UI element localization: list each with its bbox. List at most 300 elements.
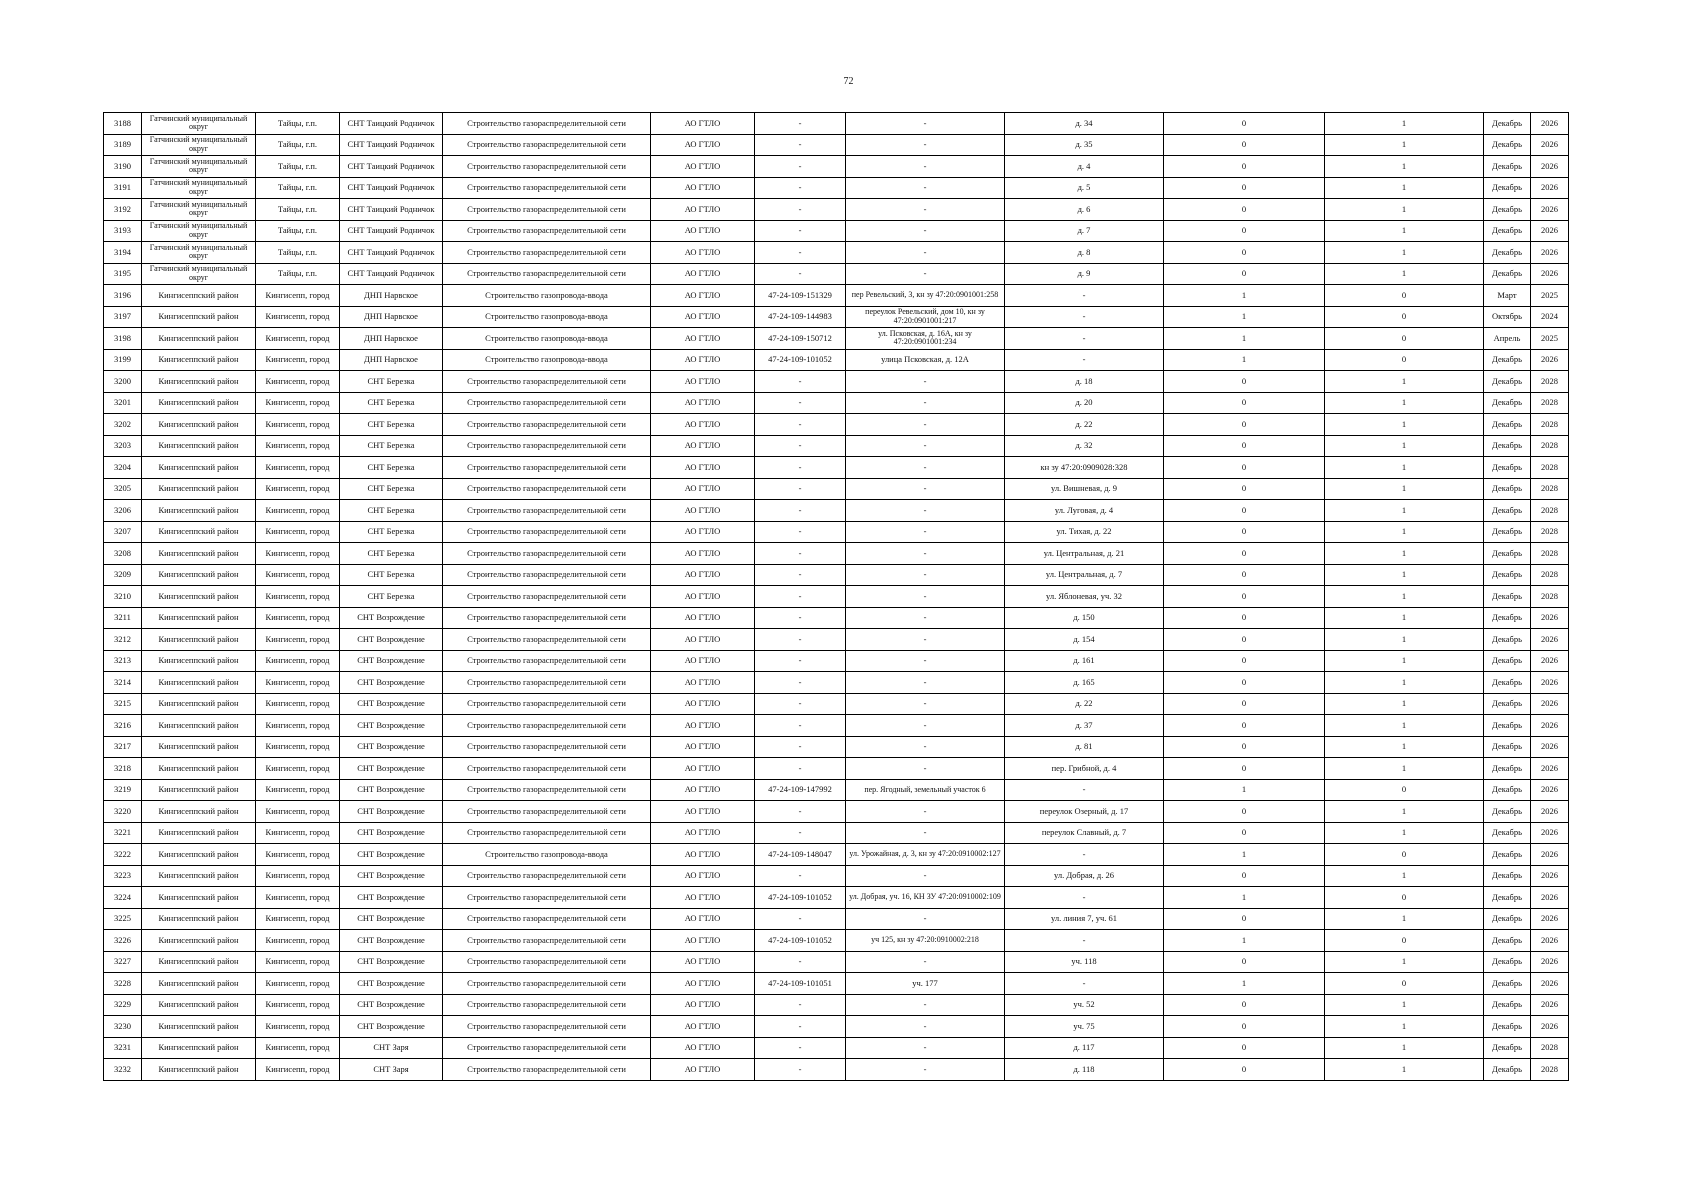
cell-snt-name: СНТ Возрождение xyxy=(340,930,443,952)
cell-work-type: Строительство газораспределительной сети xyxy=(443,371,651,393)
cell-count-inputs: 1 xyxy=(1164,349,1325,371)
table-row xyxy=(104,414,1569,436)
cell-settlement: Кингисепп, город xyxy=(256,930,340,952)
cell-application-number: 47-24-109-148047 xyxy=(755,844,846,866)
cell-row-number: 3224 xyxy=(104,887,142,909)
cell-count-inputs: 1 xyxy=(1164,887,1325,909)
cell-organization: АО ГТЛО xyxy=(651,543,755,565)
cell-month: Декабрь xyxy=(1484,1059,1531,1081)
cell-application-address: - xyxy=(846,758,1005,780)
cell-settlement: Кингисепп, город xyxy=(256,693,340,715)
cell-count-network: 1 xyxy=(1325,371,1484,393)
table-row xyxy=(104,177,1569,199)
table-row xyxy=(104,930,1569,952)
cell-count-inputs: 0 xyxy=(1164,736,1325,758)
cell-organization: АО ГТЛО xyxy=(651,328,755,350)
cell-district: Кингисеппский район xyxy=(142,715,256,737)
cell-row-number: 3211 xyxy=(104,607,142,629)
table-row xyxy=(104,156,1569,178)
cell-application-address: - xyxy=(846,156,1005,178)
cell-row-number: 3212 xyxy=(104,629,142,651)
cell-count-inputs: 0 xyxy=(1164,543,1325,565)
cell-application-number: - xyxy=(755,693,846,715)
cell-row-number: 3205 xyxy=(104,478,142,500)
cell-application-address: - xyxy=(846,242,1005,264)
cell-year: 2028 xyxy=(1531,521,1569,543)
cell-house-address: д. 20 xyxy=(1005,392,1164,414)
cell-settlement: Кингисепп, город xyxy=(256,543,340,565)
cell-application-number: - xyxy=(755,220,846,242)
cell-settlement: Кингисепп, город xyxy=(256,457,340,479)
cell-year: 2026 xyxy=(1531,758,1569,780)
cell-application-number: - xyxy=(755,758,846,780)
cell-row-number: 3191 xyxy=(104,177,142,199)
cell-organization: АО ГТЛО xyxy=(651,865,755,887)
cell-year: 2028 xyxy=(1531,414,1569,436)
cell-year: 2025 xyxy=(1531,328,1569,350)
cell-work-type: Строительство газораспределительной сети xyxy=(443,779,651,801)
cell-work-type: Строительство газораспределительной сети xyxy=(443,1037,651,1059)
cell-application-address: - xyxy=(846,1016,1005,1038)
cell-house-address: уч. 52 xyxy=(1005,994,1164,1016)
cell-district: Гатчинский муниципальный округ xyxy=(142,177,256,199)
cell-month: Декабрь xyxy=(1484,457,1531,479)
page-number: 72 xyxy=(843,76,854,87)
cell-house-address: - xyxy=(1005,349,1164,371)
cell-month: Декабрь xyxy=(1484,887,1531,909)
cell-year: 2028 xyxy=(1531,392,1569,414)
cell-row-number: 3189 xyxy=(104,134,142,156)
cell-settlement: Тайцы, г.п. xyxy=(256,113,340,135)
cell-row-number: 3227 xyxy=(104,951,142,973)
cell-row-number: 3204 xyxy=(104,457,142,479)
cell-snt-name: СНТ Таицкий Родничок xyxy=(340,242,443,264)
cell-snt-name: СНТ Таицкий Родничок xyxy=(340,134,443,156)
cell-count-inputs: 0 xyxy=(1164,1016,1325,1038)
cell-district: Кингисеппский район xyxy=(142,564,256,586)
table-row xyxy=(104,392,1569,414)
cell-count-network: 1 xyxy=(1325,199,1484,221)
cell-house-address: д. 7 xyxy=(1005,220,1164,242)
cell-house-address: д. 165 xyxy=(1005,672,1164,694)
cell-organization: АО ГТЛО xyxy=(651,736,755,758)
cell-house-address: ул. Центральная, д. 21 xyxy=(1005,543,1164,565)
cell-work-type: Строительство газораспределительной сети xyxy=(443,951,651,973)
cell-count-network: 1 xyxy=(1325,865,1484,887)
table-row xyxy=(104,457,1569,479)
cell-work-type: Строительство газопровода-ввода xyxy=(443,328,651,350)
cell-year: 2026 xyxy=(1531,220,1569,242)
cell-organization: АО ГТЛО xyxy=(651,650,755,672)
cell-application-address: - xyxy=(846,134,1005,156)
cell-application-number: - xyxy=(755,908,846,930)
cell-organization: АО ГТЛО xyxy=(651,1037,755,1059)
cell-application-address: - xyxy=(846,865,1005,887)
cell-application-number: - xyxy=(755,371,846,393)
cell-count-inputs: 1 xyxy=(1164,285,1325,307)
cell-application-address: - xyxy=(846,392,1005,414)
cell-settlement: Кингисепп, город xyxy=(256,328,340,350)
cell-application-number: 47-24-109-101052 xyxy=(755,930,846,952)
cell-application-address: - xyxy=(846,736,1005,758)
cell-application-address: - xyxy=(846,629,1005,651)
cell-row-number: 3229 xyxy=(104,994,142,1016)
cell-count-network: 1 xyxy=(1325,543,1484,565)
cell-house-address: - xyxy=(1005,973,1164,995)
cell-month: Март xyxy=(1484,285,1531,307)
cell-organization: АО ГТЛО xyxy=(651,414,755,436)
cell-organization: АО ГТЛО xyxy=(651,779,755,801)
cell-house-address: д. 34 xyxy=(1005,113,1164,135)
cell-count-network: 1 xyxy=(1325,607,1484,629)
cell-work-type: Строительство газопровода-ввода xyxy=(443,306,651,328)
cell-application-address: улица Псковская, д. 12А xyxy=(846,349,1005,371)
cell-organization: АО ГТЛО xyxy=(651,951,755,973)
cell-work-type: Строительство газораспределительной сети xyxy=(443,543,651,565)
cell-district: Кингисеппский район xyxy=(142,478,256,500)
cell-snt-name: СНТ Таицкий Родничок xyxy=(340,156,443,178)
cell-application-address: ул. Псковская, д. 16А, кн зу 47:20:0901001:234 xyxy=(846,328,1005,350)
cell-application-number: - xyxy=(755,1016,846,1038)
cell-snt-name: СНТ Таицкий Родничок xyxy=(340,220,443,242)
cell-application-number: - xyxy=(755,543,846,565)
cell-snt-name: СНТ Возрождение xyxy=(340,607,443,629)
cell-application-address: уч. 177 xyxy=(846,973,1005,995)
cell-snt-name: СНТ Возрождение xyxy=(340,629,443,651)
cell-application-address: - xyxy=(846,908,1005,930)
cell-count-inputs: 0 xyxy=(1164,435,1325,457)
cell-application-address: - xyxy=(846,220,1005,242)
cell-count-inputs: 0 xyxy=(1164,414,1325,436)
cell-month: Декабрь xyxy=(1484,220,1531,242)
cell-district: Кингисеппский район xyxy=(142,306,256,328)
cell-count-network: 0 xyxy=(1325,887,1484,909)
cell-house-address: д. 117 xyxy=(1005,1037,1164,1059)
cell-organization: АО ГТЛО xyxy=(651,478,755,500)
cell-row-number: 3209 xyxy=(104,564,142,586)
cell-count-network: 1 xyxy=(1325,177,1484,199)
cell-organization: АО ГТЛО xyxy=(651,199,755,221)
cell-house-address: д. 32 xyxy=(1005,435,1164,457)
cell-snt-name: СНТ Возрождение xyxy=(340,650,443,672)
cell-district: Кингисеппский район xyxy=(142,865,256,887)
table-row xyxy=(104,1037,1569,1059)
table-row xyxy=(104,478,1569,500)
cell-count-network: 1 xyxy=(1325,220,1484,242)
cell-year: 2028 xyxy=(1531,586,1569,608)
cell-month: Октябрь xyxy=(1484,306,1531,328)
cell-settlement: Кингисепп, город xyxy=(256,414,340,436)
cell-snt-name: СНТ Возрождение xyxy=(340,801,443,823)
cell-district: Гатчинский муниципальный округ xyxy=(142,134,256,156)
cell-work-type: Строительство газораспределительной сети xyxy=(443,500,651,522)
cell-settlement: Тайцы, г.п. xyxy=(256,263,340,285)
cell-month: Декабрь xyxy=(1484,349,1531,371)
cell-house-address: д. 9 xyxy=(1005,263,1164,285)
cell-row-number: 3207 xyxy=(104,521,142,543)
cell-application-number: - xyxy=(755,607,846,629)
table-row xyxy=(104,629,1569,651)
cell-organization: АО ГТЛО xyxy=(651,908,755,930)
cell-work-type: Строительство газораспределительной сети xyxy=(443,414,651,436)
cell-application-address: - xyxy=(846,994,1005,1016)
cell-settlement: Кингисепп, город xyxy=(256,887,340,909)
cell-snt-name: СНТ Возрождение xyxy=(340,715,443,737)
cell-settlement: Кингисепп, город xyxy=(256,994,340,1016)
cell-count-network: 0 xyxy=(1325,285,1484,307)
table-row xyxy=(104,263,1569,285)
cell-snt-name: СНТ Березка xyxy=(340,500,443,522)
cell-month: Декабрь xyxy=(1484,930,1531,952)
table-row xyxy=(104,500,1569,522)
cell-application-address: - xyxy=(846,113,1005,135)
cell-work-type: Строительство газопровода-ввода xyxy=(443,285,651,307)
cell-settlement: Тайцы, г.п. xyxy=(256,220,340,242)
cell-work-type: Строительство газораспределительной сети xyxy=(443,973,651,995)
cell-count-inputs: 1 xyxy=(1164,328,1325,350)
cell-organization: АО ГТЛО xyxy=(651,177,755,199)
cell-work-type: Строительство газораспределительной сети xyxy=(443,822,651,844)
cell-row-number: 3198 xyxy=(104,328,142,350)
cell-snt-name: СНТ Березка xyxy=(340,392,443,414)
cell-district: Кингисеппский район xyxy=(142,349,256,371)
cell-count-inputs: 0 xyxy=(1164,693,1325,715)
cell-work-type: Строительство газораспределительной сети xyxy=(443,629,651,651)
cell-snt-name: ДНП Нарвское xyxy=(340,306,443,328)
cell-settlement: Кингисепп, город xyxy=(256,435,340,457)
table-row xyxy=(104,844,1569,866)
cell-month: Декабрь xyxy=(1484,113,1531,135)
cell-row-number: 3230 xyxy=(104,1016,142,1038)
table-row xyxy=(104,779,1569,801)
cell-row-number: 3222 xyxy=(104,844,142,866)
cell-row-number: 3210 xyxy=(104,586,142,608)
cell-organization: АО ГТЛО xyxy=(651,263,755,285)
cell-count-inputs: 0 xyxy=(1164,951,1325,973)
cell-count-network: 1 xyxy=(1325,822,1484,844)
cell-year: 2026 xyxy=(1531,113,1569,135)
cell-application-address: - xyxy=(846,564,1005,586)
cell-settlement: Кингисепп, город xyxy=(256,801,340,823)
table-row xyxy=(104,865,1569,887)
cell-row-number: 3218 xyxy=(104,758,142,780)
cell-count-network: 1 xyxy=(1325,758,1484,780)
cell-house-address: д. 81 xyxy=(1005,736,1164,758)
cell-application-number: - xyxy=(755,414,846,436)
cell-row-number: 3213 xyxy=(104,650,142,672)
cell-snt-name: СНТ Возрождение xyxy=(340,779,443,801)
table-row xyxy=(104,371,1569,393)
cell-settlement: Кингисепп, город xyxy=(256,371,340,393)
cell-application-address: - xyxy=(846,650,1005,672)
cell-organization: АО ГТЛО xyxy=(651,994,755,1016)
cell-month: Декабрь xyxy=(1484,435,1531,457)
cell-organization: АО ГТЛО xyxy=(651,500,755,522)
cell-row-number: 3188 xyxy=(104,113,142,135)
cell-year: 2026 xyxy=(1531,887,1569,909)
cell-application-number: - xyxy=(755,392,846,414)
cell-month: Декабрь xyxy=(1484,865,1531,887)
cell-settlement: Кингисепп, город xyxy=(256,650,340,672)
cell-district: Кингисеппский район xyxy=(142,779,256,801)
cell-year: 2026 xyxy=(1531,242,1569,264)
cell-district: Кингисеппский район xyxy=(142,844,256,866)
cell-organization: АО ГТЛО xyxy=(651,693,755,715)
cell-house-address: - xyxy=(1005,285,1164,307)
table-row xyxy=(104,521,1569,543)
cell-year: 2025 xyxy=(1531,285,1569,307)
cell-count-network: 1 xyxy=(1325,693,1484,715)
table-row xyxy=(104,973,1569,995)
cell-snt-name: СНТ Таицкий Родничок xyxy=(340,177,443,199)
cell-count-inputs: 0 xyxy=(1164,156,1325,178)
cell-year: 2026 xyxy=(1531,263,1569,285)
cell-application-number: - xyxy=(755,521,846,543)
cell-work-type: Строительство газораспределительной сети xyxy=(443,758,651,780)
cell-application-address: ул. Добрая, уч. 16, КН ЗУ 47:20:0910002:109 xyxy=(846,887,1005,909)
cell-application-number: - xyxy=(755,586,846,608)
cell-settlement: Кингисепп, город xyxy=(256,1016,340,1038)
cell-year: 2028 xyxy=(1531,457,1569,479)
cell-house-address: - xyxy=(1005,930,1164,952)
cell-settlement: Кингисепп, город xyxy=(256,629,340,651)
cell-count-network: 1 xyxy=(1325,500,1484,522)
cell-settlement: Кингисепп, город xyxy=(256,822,340,844)
cell-count-inputs: 0 xyxy=(1164,113,1325,135)
cell-district: Кингисеппский район xyxy=(142,1059,256,1081)
cell-work-type: Строительство газораспределительной сети xyxy=(443,672,651,694)
cell-district: Кингисеппский район xyxy=(142,693,256,715)
cell-organization: АО ГТЛО xyxy=(651,973,755,995)
cell-district: Кингисеппский район xyxy=(142,758,256,780)
cell-count-inputs: 0 xyxy=(1164,263,1325,285)
cell-snt-name: СНТ Березка xyxy=(340,586,443,608)
cell-row-number: 3193 xyxy=(104,220,142,242)
cell-row-number: 3202 xyxy=(104,414,142,436)
table-row xyxy=(104,328,1569,350)
cell-application-number: - xyxy=(755,994,846,1016)
cell-district: Кингисеппский район xyxy=(142,543,256,565)
cell-house-address: пер. Грибной, д. 4 xyxy=(1005,758,1164,780)
cell-application-number: 47-24-109-101052 xyxy=(755,349,846,371)
cell-house-address: ул. Добрая, д. 26 xyxy=(1005,865,1164,887)
cell-district: Кингисеппский район xyxy=(142,285,256,307)
cell-work-type: Строительство газораспределительной сети xyxy=(443,113,651,135)
cell-application-number: - xyxy=(755,715,846,737)
cell-settlement: Тайцы, г.п. xyxy=(256,134,340,156)
cell-row-number: 3216 xyxy=(104,715,142,737)
cell-snt-name: ДНП Нарвское xyxy=(340,285,443,307)
cell-year: 2026 xyxy=(1531,607,1569,629)
cell-snt-name: ДНП Нарвское xyxy=(340,328,443,350)
cell-work-type: Строительство газораспределительной сети xyxy=(443,994,651,1016)
cell-district: Гатчинский муниципальный округ xyxy=(142,199,256,221)
cell-year: 2026 xyxy=(1531,865,1569,887)
cell-snt-name: СНТ Березка xyxy=(340,564,443,586)
cell-house-address: переулок Озерный, д. 17 xyxy=(1005,801,1164,823)
cell-snt-name: СНТ Таицкий Родничок xyxy=(340,199,443,221)
cell-snt-name: ДНП Нарвское xyxy=(340,349,443,371)
cell-year: 2028 xyxy=(1531,500,1569,522)
cell-work-type: Строительство газораспределительной сети xyxy=(443,478,651,500)
cell-house-address: д. 35 xyxy=(1005,134,1164,156)
cell-application-number: - xyxy=(755,435,846,457)
cell-district: Гатчинский муниципальный округ xyxy=(142,242,256,264)
cell-application-address: - xyxy=(846,672,1005,694)
cell-count-network: 1 xyxy=(1325,908,1484,930)
cell-house-address: - xyxy=(1005,887,1164,909)
cell-application-number: - xyxy=(755,177,846,199)
table-row xyxy=(104,758,1569,780)
cell-settlement: Кингисепп, город xyxy=(256,865,340,887)
cell-year: 2026 xyxy=(1531,930,1569,952)
cell-count-inputs: 0 xyxy=(1164,242,1325,264)
cell-work-type: Строительство газораспределительной сети xyxy=(443,1016,651,1038)
cell-application-address: - xyxy=(846,414,1005,436)
cell-count-network: 0 xyxy=(1325,779,1484,801)
cell-year: 2026 xyxy=(1531,672,1569,694)
cell-count-network: 1 xyxy=(1325,521,1484,543)
cell-organization: АО ГТЛО xyxy=(651,457,755,479)
cell-snt-name: СНТ Возрождение xyxy=(340,672,443,694)
cell-snt-name: СНТ Заря xyxy=(340,1037,443,1059)
cell-organization: АО ГТЛО xyxy=(651,156,755,178)
cell-year: 2026 xyxy=(1531,844,1569,866)
gas-connection-table xyxy=(103,112,1569,1081)
cell-application-address: - xyxy=(846,951,1005,973)
cell-application-number: - xyxy=(755,156,846,178)
cell-settlement: Кингисепп, город xyxy=(256,521,340,543)
cell-district: Гатчинский муниципальный округ xyxy=(142,220,256,242)
cell-settlement: Кингисепп, город xyxy=(256,779,340,801)
cell-district: Гатчинский муниципальный округ xyxy=(142,156,256,178)
cell-house-address: - xyxy=(1005,306,1164,328)
cell-year: 2026 xyxy=(1531,951,1569,973)
cell-count-network: 1 xyxy=(1325,1037,1484,1059)
cell-count-network: 1 xyxy=(1325,629,1484,651)
cell-application-address: уч 125, кн зу 47:20:0910002:218 xyxy=(846,930,1005,952)
cell-count-inputs: 1 xyxy=(1164,973,1325,995)
cell-month: Апрель xyxy=(1484,328,1531,350)
cell-house-address: д. 37 xyxy=(1005,715,1164,737)
cell-district: Кингисеппский район xyxy=(142,500,256,522)
cell-count-network: 1 xyxy=(1325,672,1484,694)
cell-month: Декабрь xyxy=(1484,1016,1531,1038)
cell-count-network: 1 xyxy=(1325,1059,1484,1081)
table-row xyxy=(104,736,1569,758)
cell-year: 2026 xyxy=(1531,693,1569,715)
cell-settlement: Кингисепп, город xyxy=(256,478,340,500)
cell-work-type: Строительство газопровода-ввода xyxy=(443,844,651,866)
cell-count-network: 1 xyxy=(1325,113,1484,135)
cell-application-address: - xyxy=(846,693,1005,715)
cell-application-number: - xyxy=(755,199,846,221)
cell-house-address: - xyxy=(1005,779,1164,801)
cell-year: 2026 xyxy=(1531,1016,1569,1038)
cell-work-type: Строительство газораспределительной сети xyxy=(443,134,651,156)
cell-row-number: 3220 xyxy=(104,801,142,823)
cell-district: Кингисеппский район xyxy=(142,435,256,457)
cell-count-inputs: 0 xyxy=(1164,822,1325,844)
cell-month: Декабрь xyxy=(1484,715,1531,737)
cell-settlement: Кингисепп, город xyxy=(256,349,340,371)
cell-application-number: - xyxy=(755,457,846,479)
cell-district: Кингисеппский район xyxy=(142,521,256,543)
cell-house-address: ул. Луговая, д. 4 xyxy=(1005,500,1164,522)
cell-district: Кингисеппский район xyxy=(142,650,256,672)
cell-year: 2028 xyxy=(1531,543,1569,565)
cell-month: Декабрь xyxy=(1484,779,1531,801)
